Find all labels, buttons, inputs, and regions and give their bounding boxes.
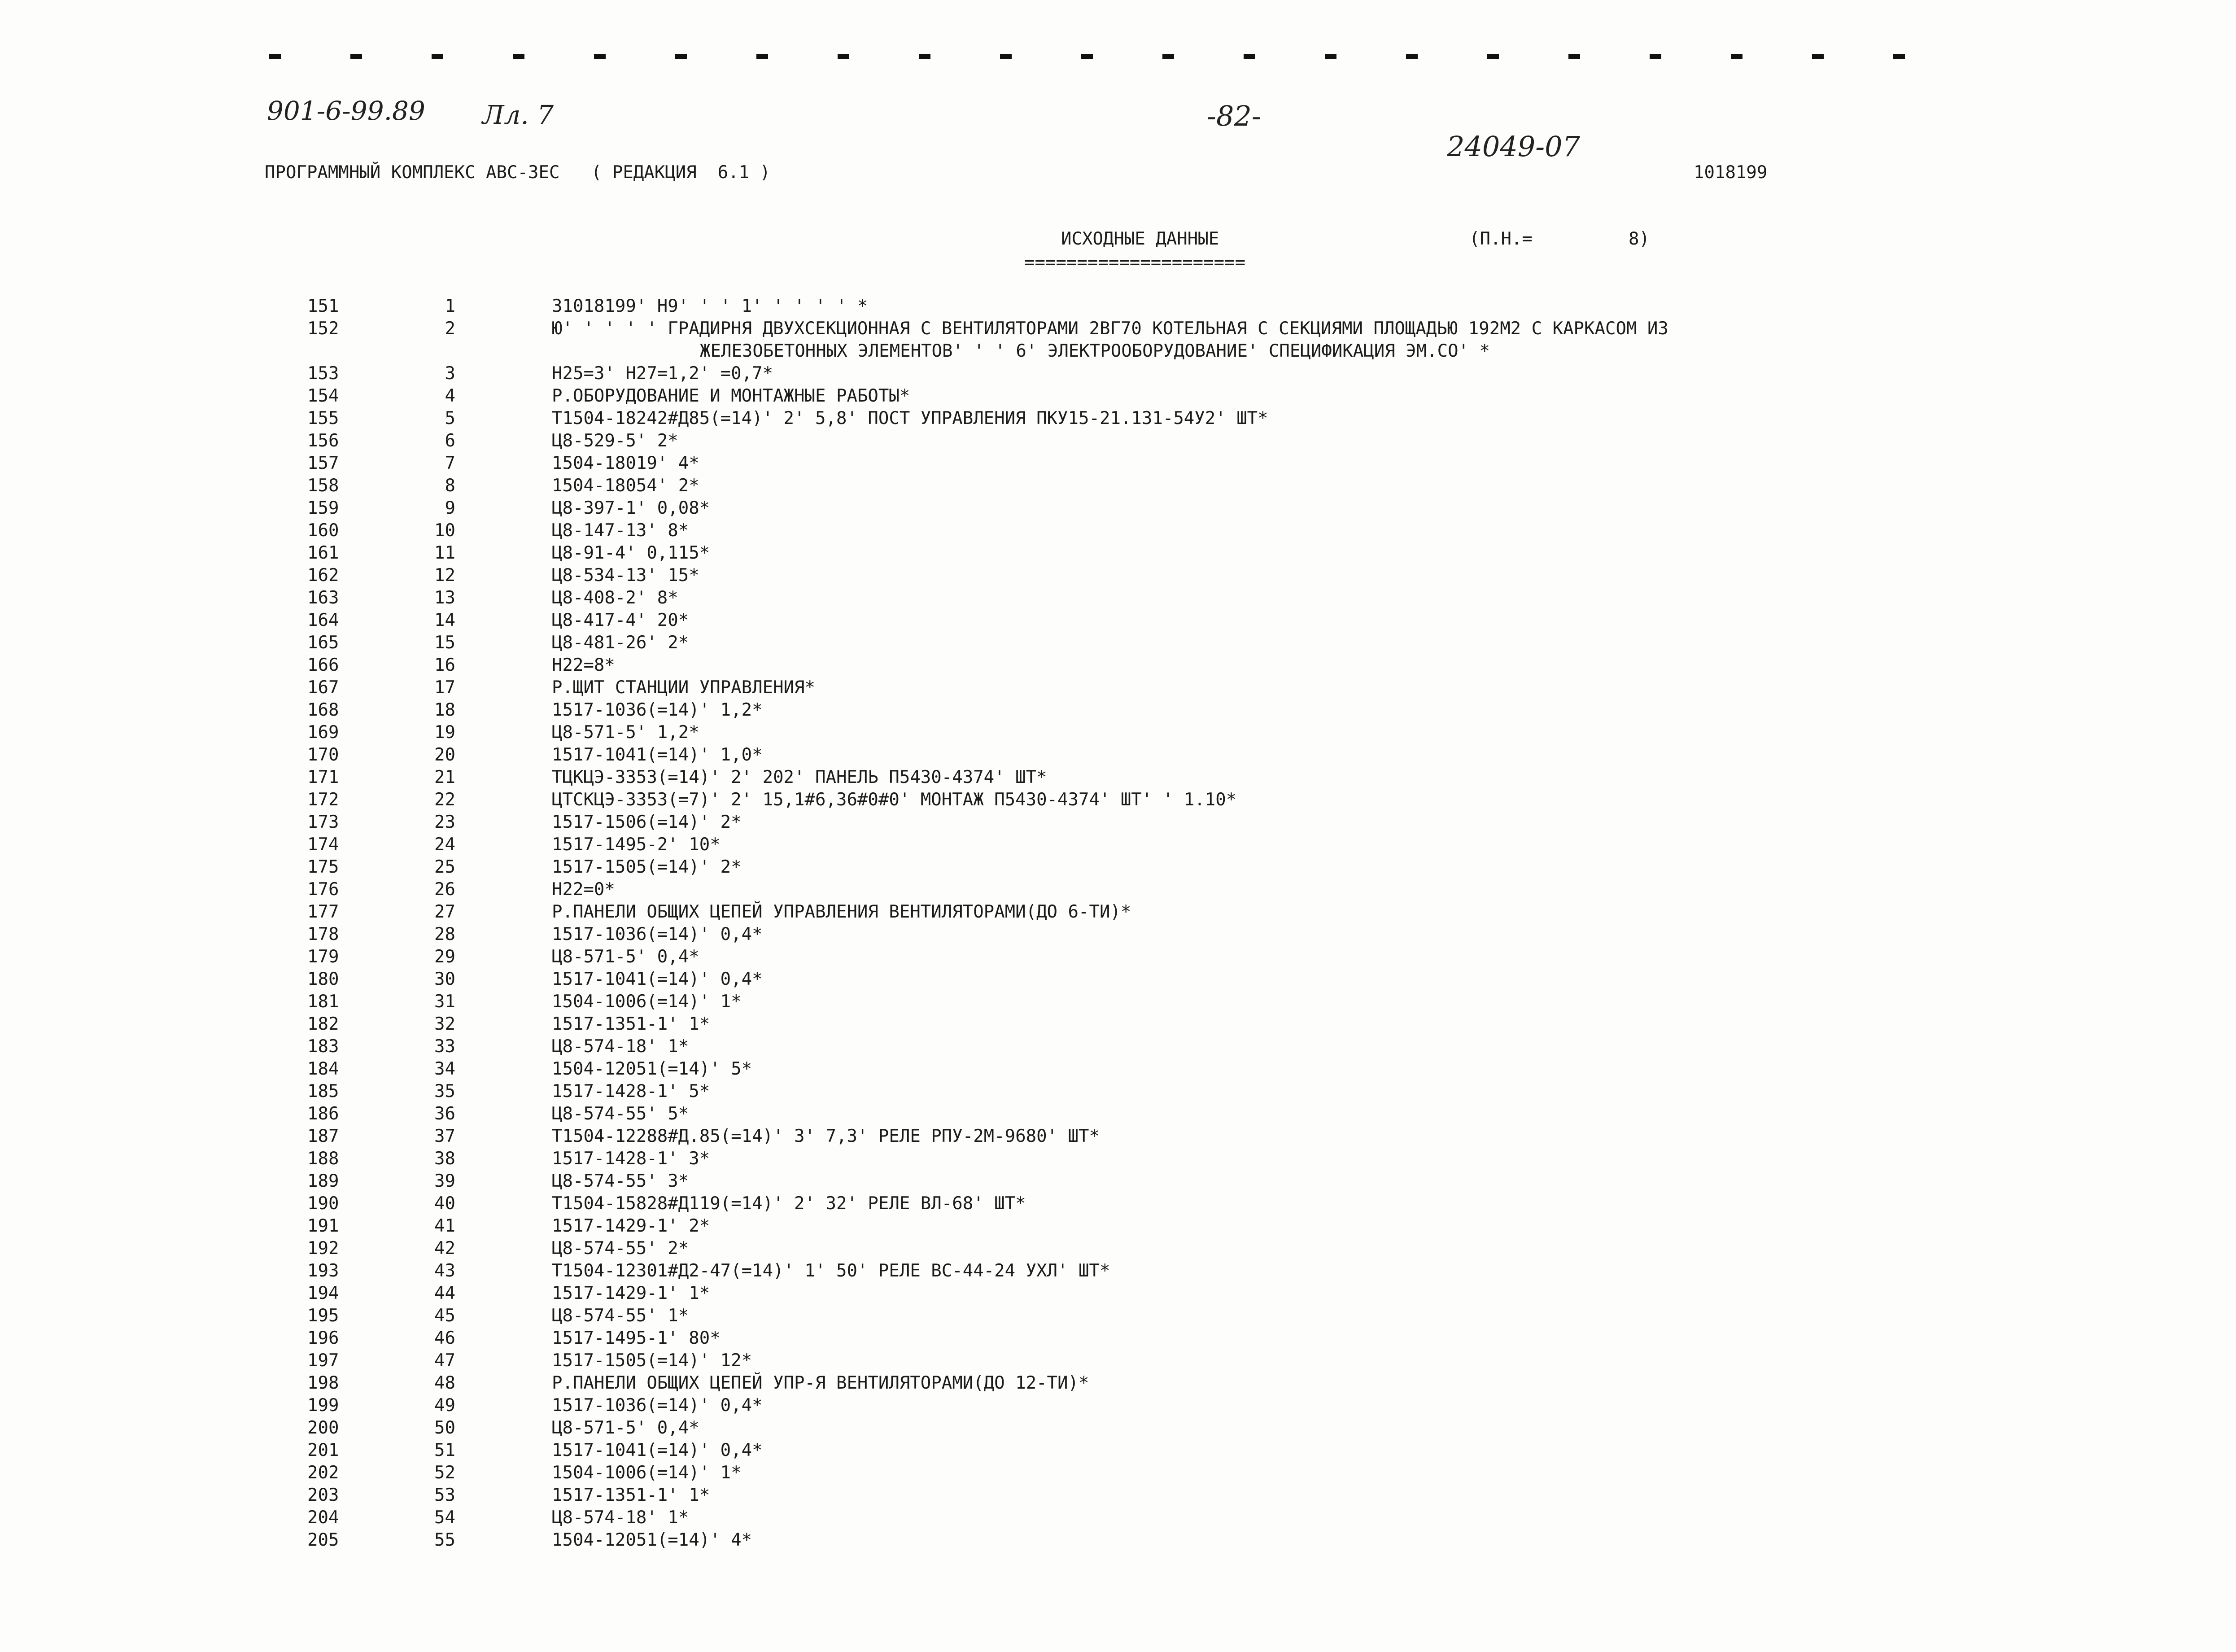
- line-number: 199: [307, 1395, 339, 1416]
- record-text: 31018199' Н9' ' ' 1' ' ' ' ' *: [552, 296, 868, 316]
- line-number: 173: [307, 812, 339, 832]
- line-number: 188: [307, 1149, 339, 1169]
- line-number: 155: [307, 408, 339, 428]
- line-number: 161: [307, 543, 339, 563]
- record-text: 1517-1505(=14)' 12*: [552, 1350, 752, 1371]
- record-text: 1517-1041(=14)' 1,0*: [552, 745, 763, 765]
- line-number: 185: [307, 1081, 339, 1101]
- record-number: 33: [434, 1036, 455, 1057]
- line-number: 169: [307, 722, 339, 743]
- record-text: 1504-1006(=14)' 1*: [552, 1463, 742, 1483]
- dash-mark: [1568, 54, 1580, 59]
- document-code: 901-6-99.89: [267, 96, 425, 126]
- line-number: 186: [307, 1104, 339, 1124]
- record-text: Р.ЩИТ СТАНЦИИ УПРАВЛЕНИЯ*: [552, 677, 815, 698]
- record-text-continuation: ЖЕЛЕЗОБЕТОННЫХ ЭЛЕМЕНТОВ' ' ' 6' ЭЛЕКТРООБОРУДОВАНИЕ' СПЕЦИФИКАЦИЯ ЭМ.СО' *: [700, 341, 1490, 361]
- record-text: Ц8-91-4' 0,115*: [552, 543, 710, 563]
- record-text: Р.ОБОРУДОВАНИЕ И МОНТАЖНЫЕ РАБОТЫ*: [552, 386, 910, 406]
- record-text: 1517-1506(=14)' 2*: [552, 812, 742, 832]
- line-number: 198: [307, 1373, 339, 1393]
- listing-row: [0, 1149, 2236, 1171]
- record-text: Ц8-574-18' 1*: [552, 1036, 689, 1057]
- dash-mark: [1650, 54, 1661, 59]
- record-number: 42: [434, 1238, 455, 1259]
- listing-row: [0, 1014, 2236, 1036]
- dash-mark: [1325, 54, 1336, 59]
- line-number: 205: [307, 1530, 339, 1550]
- record-number: 32: [434, 1014, 455, 1034]
- record-text: Ц8-574-55' 5*: [552, 1104, 689, 1124]
- line-number: 168: [307, 700, 339, 720]
- line-number: 171: [307, 767, 339, 787]
- record-number: 51: [434, 1440, 455, 1460]
- listing-row: [0, 902, 2236, 924]
- line-number: 204: [307, 1508, 339, 1528]
- dash-mark: [838, 54, 849, 59]
- page-number: -82-: [1207, 100, 1261, 132]
- listing-row: [0, 610, 2236, 633]
- record-number: 28: [434, 924, 455, 944]
- line-number: 194: [307, 1283, 339, 1303]
- record-number: 22: [434, 790, 455, 810]
- record-number: 3: [445, 363, 455, 384]
- record-text: 1517-1036(=14)' 0,4*: [552, 924, 763, 944]
- record-text: 1517-1505(=14)' 2*: [552, 857, 742, 877]
- line-number: 176: [307, 879, 339, 900]
- record-text: 1517-1036(=14)' 0,4*: [552, 1395, 763, 1416]
- listing-row: [0, 319, 2236, 363]
- line-number: 151: [307, 296, 339, 316]
- listing-row: [0, 857, 2236, 879]
- listing-row: [0, 1418, 2236, 1440]
- line-number: 191: [307, 1216, 339, 1236]
- listing-row: [0, 767, 2236, 790]
- record-number: 21: [434, 767, 455, 787]
- dash-mark: [350, 54, 362, 59]
- line-number: 162: [307, 565, 339, 586]
- line-number: 203: [307, 1485, 339, 1505]
- dash-mark: [919, 54, 930, 59]
- listing-row: [0, 363, 2236, 386]
- record-number: 43: [434, 1261, 455, 1281]
- dash-mark: [594, 54, 606, 59]
- record-text: ЦТСКЦЭ-3353(=7)' 2' 15,1#6,36#0#0' МОНТАЖ П5430-4374' ШТ' ' 1.10*: [552, 790, 1237, 810]
- listing-row: [0, 1463, 2236, 1485]
- line-number: 192: [307, 1238, 339, 1259]
- listing-row: [0, 677, 2236, 700]
- record-text: Ц8-571-5' 0,4*: [552, 1418, 699, 1438]
- record-number: 10: [434, 520, 455, 541]
- record-text: Р.ПАНЕЛИ ОБЩИХ ЦЕПЕЙ УПРАВЛЕНИЯ ВЕНТИЛЯТОРАМИ(ДО 6-ТИ)*: [552, 902, 1131, 922]
- record-number: 52: [434, 1463, 455, 1483]
- line-number: 182: [307, 1014, 339, 1034]
- dash-mark: [513, 54, 524, 59]
- record-text: Ц8-397-1' 0,08*: [552, 498, 710, 518]
- listing-row: [0, 835, 2236, 857]
- record-text: Ц8-147-13' 8*: [552, 520, 689, 541]
- record-number: 45: [434, 1306, 455, 1326]
- line-number: 178: [307, 924, 339, 944]
- record-text: Ц8-574-55' 3*: [552, 1171, 689, 1191]
- dash-mark: [269, 54, 281, 59]
- listing-row: [0, 1193, 2236, 1216]
- record-text: 1504-12051(=14)' 5*: [552, 1059, 752, 1079]
- record-number: 55: [434, 1530, 455, 1550]
- record-text: 1517-1351-1' 1*: [552, 1014, 710, 1034]
- line-number: 195: [307, 1306, 339, 1326]
- dash-mark: [1000, 54, 1012, 59]
- line-number: 184: [307, 1059, 339, 1079]
- listing-row: [0, 296, 2236, 319]
- line-number: 179: [307, 947, 339, 967]
- record-number: 37: [434, 1126, 455, 1146]
- record-text: 1517-1041(=14)' 0,4*: [552, 969, 763, 989]
- listing-row: [0, 1104, 2236, 1126]
- record-number: 29: [434, 947, 455, 967]
- record-number: 18: [434, 700, 455, 720]
- record-text: 1517-1495-1' 80*: [552, 1328, 721, 1348]
- line-number: 154: [307, 386, 339, 406]
- record-text: 1517-1428-1' 3*: [552, 1149, 710, 1169]
- line-number: 196: [307, 1328, 339, 1348]
- perforation-dashes: [0, 54, 2236, 63]
- record-text: Ц8-534-13' 15*: [552, 565, 699, 586]
- record-text: 1517-1429-1' 2*: [552, 1216, 710, 1236]
- record-number: 12: [434, 565, 455, 586]
- record-text: Ц8-574-55' 1*: [552, 1306, 689, 1326]
- listing-row: [0, 812, 2236, 835]
- record-text: 1517-1428-1' 5*: [552, 1081, 710, 1101]
- record-text: Ц8-481-26' 2*: [552, 633, 689, 653]
- record-text: Ц8-408-2' 8*: [552, 588, 678, 608]
- record-number: 53: [434, 1485, 455, 1505]
- dash-mark: [1162, 54, 1174, 59]
- listing-row: [0, 1485, 2236, 1508]
- listing-row: [0, 1126, 2236, 1149]
- record-text: Ц8-417-4' 20*: [552, 610, 689, 630]
- listing-row: [0, 790, 2236, 812]
- line-number: 177: [307, 902, 339, 922]
- dash-mark: [1893, 54, 1905, 59]
- record-number: 14: [434, 610, 455, 630]
- record-text: Н22=0*: [552, 879, 615, 900]
- record-number: 26: [434, 879, 455, 900]
- record-number: 34: [434, 1059, 455, 1079]
- record-number: 1: [445, 296, 455, 316]
- listing-row: [0, 947, 2236, 969]
- record-number: 48: [434, 1373, 455, 1393]
- record-number: 31: [434, 992, 455, 1012]
- listing-row: [0, 655, 2236, 677]
- listing-row: [0, 476, 2236, 498]
- record-text: Ю' ' ' ' ' ГРАДИРНЯ ДВУХСЕКЦИОННАЯ С ВЕНТИЛЯТОРАМИ 2ВГ70 КОТЕЛЬНАЯ С СЕКЦИЯМИ ПЛОЩАДЬЮ 192М2 С КАРКАСОМ ИЗ: [552, 319, 1668, 339]
- record-text: 1504-12051(=14)' 4*: [552, 1530, 752, 1550]
- line-number: 202: [307, 1463, 339, 1483]
- line-number: 156: [307, 431, 339, 451]
- record-number: 41: [434, 1216, 455, 1236]
- listing-row: [0, 431, 2236, 453]
- record-text: Т1504-15828#Д119(=14)' 2' 32' РЕЛЕ ВЛ-68' ШТ*: [552, 1193, 1026, 1214]
- record-text: ТЦКЦЭ-3353(=14)' 2' 202' ПАНЕЛЬ П5430-4374' ШТ*: [552, 767, 1047, 787]
- line-number: 181: [307, 992, 339, 1012]
- line-number: 201: [307, 1440, 339, 1460]
- listing-row: [0, 1508, 2236, 1530]
- listing-row: [0, 1036, 2236, 1059]
- line-number: 164: [307, 610, 339, 630]
- record-text: Т1504-12301#Д2-47(=14)' 1' 50' РЕЛЕ ВС-44-24 УХЛ' ШТ*: [552, 1261, 1110, 1281]
- record-text: Н25=3' Н27=1,2' =0,7*: [552, 363, 773, 384]
- line-number: 172: [307, 790, 339, 810]
- record-number: 5: [445, 408, 455, 428]
- record-number: 8: [445, 476, 455, 496]
- listing-row: [0, 924, 2236, 947]
- listing-row: [0, 588, 2236, 610]
- listing-row: [0, 633, 2236, 655]
- listing-row: [0, 1283, 2236, 1306]
- record-number: 38: [434, 1149, 455, 1169]
- record-number: 11: [434, 543, 455, 563]
- record-text: 1517-1429-1' 1*: [552, 1283, 710, 1303]
- record-number: 46: [434, 1328, 455, 1348]
- line-number: 158: [307, 476, 339, 496]
- listing-row: [0, 408, 2236, 431]
- record-text: Ц8-529-5' 2*: [552, 431, 678, 451]
- record-number: 19: [434, 722, 455, 743]
- record-number: 30: [434, 969, 455, 989]
- record-text: Ц8-571-5' 0,4*: [552, 947, 699, 967]
- record-text: 1517-1041(=14)' 0,4*: [552, 1440, 763, 1460]
- section-underline: =====================: [1024, 253, 1246, 273]
- record-number: 49: [434, 1395, 455, 1416]
- dash-mark: [756, 54, 768, 59]
- record-text: Н22=8*: [552, 655, 615, 675]
- dash-mark: [1731, 54, 1743, 59]
- listing-row: [0, 1261, 2236, 1283]
- listing-row: [0, 453, 2236, 476]
- line-number: 189: [307, 1171, 339, 1191]
- line-number: 175: [307, 857, 339, 877]
- record-number: 2: [445, 319, 455, 339]
- record-number: 54: [434, 1508, 455, 1528]
- line-number: 174: [307, 835, 339, 855]
- dash-mark: [1487, 54, 1499, 59]
- listing-row: [0, 1373, 2236, 1395]
- dash-mark: [1406, 54, 1418, 59]
- record-number: 23: [434, 812, 455, 832]
- line-number: 200: [307, 1418, 339, 1438]
- listing-row: [0, 1306, 2236, 1328]
- line-number: 159: [307, 498, 339, 518]
- listing-row: [0, 1350, 2236, 1373]
- record-text: Ц8-574-18' 1*: [552, 1508, 689, 1528]
- inventory-number: 24049-07: [1447, 130, 1581, 163]
- pn-label: (П.Н.=: [1469, 229, 1533, 249]
- program-name: ПРОГРАММНЫЙ КОМПЛЕКС АВС-3ЕС ( РЕДАКЦИЯ 6.1 ): [265, 162, 771, 183]
- line-number: 180: [307, 969, 339, 989]
- line-number: 193: [307, 1261, 339, 1281]
- listing-row: [0, 722, 2236, 745]
- listing-row: [0, 1328, 2236, 1350]
- pn-value: 8): [1629, 229, 1650, 249]
- listing-rows: [0, 296, 2236, 1552]
- record-text: Т1504-18242#Д85(=14)' 2' 5,8' ПОСТ УПРАВЛЕНИЯ ПКУ15-21.131-54У2' ШТ*: [552, 408, 1268, 428]
- line-number: 187: [307, 1126, 339, 1146]
- record-number: 36: [434, 1104, 455, 1124]
- record-number: 7: [445, 453, 455, 473]
- listing-row: [0, 520, 2236, 543]
- record-number: 35: [434, 1081, 455, 1101]
- line-number: 166: [307, 655, 339, 675]
- record-text: Ц8-574-55' 2*: [552, 1238, 689, 1259]
- dash-mark: [432, 54, 443, 59]
- record-text: 1517-1495-2' 10*: [552, 835, 721, 855]
- line-number: 167: [307, 677, 339, 698]
- dash-mark: [1812, 54, 1824, 59]
- section-title: ИСХОДНЫЕ ДАННЫЕ: [1061, 229, 1219, 249]
- record-number: 4: [445, 386, 455, 406]
- listing-row: [0, 1395, 2236, 1418]
- line-number: 160: [307, 520, 339, 541]
- record-number: 15: [434, 633, 455, 653]
- listing-row: [0, 1059, 2236, 1081]
- listing-row: [0, 745, 2236, 767]
- record-number: 47: [434, 1350, 455, 1371]
- record-number: 50: [434, 1418, 455, 1438]
- listing-row: [0, 543, 2236, 565]
- dash-mark: [1081, 54, 1093, 59]
- sheet-label: Лл. 7: [482, 100, 554, 130]
- line-number: 190: [307, 1193, 339, 1214]
- record-text: 1504-1006(=14)' 1*: [552, 992, 742, 1012]
- listing-row: [0, 1171, 2236, 1193]
- listing-row: [0, 700, 2236, 722]
- listing-row: [0, 1440, 2236, 1463]
- listing-row: [0, 386, 2236, 408]
- record-number: 44: [434, 1283, 455, 1303]
- record-text: Ц8-571-5' 1,2*: [552, 722, 699, 743]
- record-text: 1504-18019' 4*: [552, 453, 699, 473]
- listing-row: [0, 1238, 2236, 1261]
- record-text: 1517-1351-1' 1*: [552, 1485, 710, 1505]
- record-number: 24: [434, 835, 455, 855]
- dash-mark: [675, 54, 687, 59]
- record-number: 39: [434, 1171, 455, 1191]
- record-number: 17: [434, 677, 455, 698]
- line-number: 153: [307, 363, 339, 384]
- line-number: 165: [307, 633, 339, 653]
- record-number: 25: [434, 857, 455, 877]
- line-number: 183: [307, 1036, 339, 1057]
- listing-row: [0, 565, 2236, 588]
- record-text: 1504-18054' 2*: [552, 476, 699, 496]
- line-number: 170: [307, 745, 339, 765]
- listing-row: [0, 969, 2236, 992]
- listing-row: [0, 1530, 2236, 1552]
- record-number: 6: [445, 431, 455, 451]
- line-number: 197: [307, 1350, 339, 1371]
- listing-row: [0, 879, 2236, 902]
- listing-row: [0, 992, 2236, 1014]
- record-number: 20: [434, 745, 455, 765]
- listing-row: [0, 1081, 2236, 1104]
- listing-row: [0, 1216, 2236, 1238]
- record-number: 40: [434, 1193, 455, 1214]
- document-id: 1018199: [1694, 162, 1768, 183]
- listing-row: [0, 498, 2236, 520]
- line-number: 163: [307, 588, 339, 608]
- record-text: Р.ПАНЕЛИ ОБЩИХ ЦЕПЕЙ УПР-Я ВЕНТИЛЯТОРАМИ(ДО 12-ТИ)*: [552, 1373, 1089, 1393]
- record-number: 16: [434, 655, 455, 675]
- record-text: Т1504-12288#Д.85(=14)' 3' 7,3' РЕЛЕ РПУ-2М-9680' ШТ*: [552, 1126, 1100, 1146]
- record-number: 27: [434, 902, 455, 922]
- line-number: 157: [307, 453, 339, 473]
- line-number: 152: [307, 319, 339, 339]
- record-text: 1517-1036(=14)' 1,2*: [552, 700, 763, 720]
- dash-mark: [1244, 54, 1255, 59]
- record-number: 13: [434, 588, 455, 608]
- record-number: 9: [445, 498, 455, 518]
